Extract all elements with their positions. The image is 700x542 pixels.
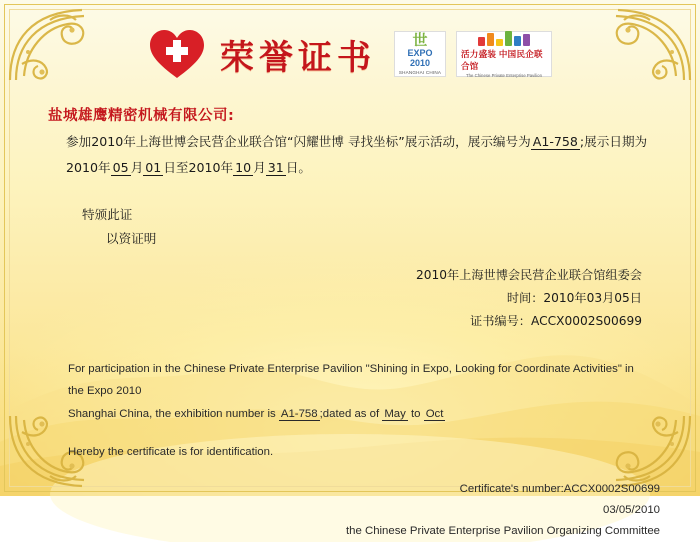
expo-logo-line2: 2010 — [409, 58, 431, 69]
day-label-1: 日至2010年 — [163, 159, 234, 175]
pavilion-logo-line2: The Chinese Private Enterprise Pavilion — [466, 72, 542, 78]
exhibit-number-cn: A1-758 — [532, 134, 578, 149]
to-label: to — [411, 407, 421, 420]
chinese-closing — [48, 203, 666, 251]
chinese-paragraph — [48, 129, 666, 181]
english-paragraph-line1: For participation in the Chinese Private Enterprise Pavilion "Shining in Expo, Looking for Coordinate Activities" in the Expo 2010 — [68, 363, 634, 398]
page-title: 荣誉证书 — [220, 37, 376, 78]
issue-date-cn: 时间：2010年03月05日 — [506, 291, 642, 306]
chinese-closing-line1: 特颁此证 — [82, 206, 133, 222]
certificate-number-cn: 证书编号：ACCX0002S00699 — [470, 313, 642, 328]
chinese-paragraph-part1: 参加2010年上海世博会民营企业联合馆“闪耀世博 寻找坐标”展示活动，展示编号为 — [66, 134, 531, 149]
from-month-value: May — [384, 407, 406, 420]
pavilion-logo-line1: 活力盛装 中国民企联合馆 — [461, 48, 543, 71]
recipient-organization-name: 盐城雄鹰精密机械有限公司: — [48, 108, 235, 124]
expo-2010-logo — [394, 31, 446, 77]
english-paragraph-prefix: Shanghai China, the exhibition number is — [68, 407, 276, 420]
day-label-2: 日。 — [285, 159, 311, 175]
pavilion-logo — [456, 31, 552, 77]
english-hereby-line: Hereby the certificate is for identification. — [68, 445, 274, 458]
chinese-paragraph-part2: ;展示日期为2010年 — [66, 134, 648, 175]
end-month-value: 10 — [235, 159, 252, 175]
expo-logo-line1: EXPO — [407, 48, 433, 59]
certificate-number-en: Certificate's number:ACCX0002S00699 — [459, 483, 660, 496]
english-paragraph-mid: ;dated as of — [319, 407, 380, 420]
chinese-closing-line2: 以资证明 — [106, 230, 157, 246]
start-day-value: 01 — [145, 159, 162, 175]
month-label-1: 月 — [130, 159, 144, 175]
chinese-issuer-block — [34, 264, 666, 332]
issuer-organization: 2010年上海世博会民营企业联合馆组委会 — [415, 268, 642, 283]
red-heart-with-white-cross-icon — [148, 28, 206, 80]
pavilion-logo-bars-icon — [478, 31, 530, 46]
chinese-body — [34, 104, 666, 250]
end-day-value: 31 — [267, 159, 284, 175]
start-month-value: 05 — [112, 159, 129, 175]
expo-emblem-glyph: 世 — [412, 32, 428, 50]
english-issuer-block — [34, 479, 666, 542]
issue-date-en: 03/05/2010 — [602, 504, 660, 517]
exhibit-number-en: A1-758 — [280, 407, 318, 420]
english-body — [34, 358, 666, 463]
expo-logo-line3: SHANGHAI CHINA — [398, 69, 442, 75]
english-paragraph-line2 — [68, 403, 642, 425]
certificate-header — [34, 0, 666, 86]
issuing-committee-en: the Chinese Private Enterprise Pavilion Organizing Committee — [345, 525, 660, 538]
month-label-2: 月 — [253, 159, 266, 175]
to-month-value: Oct — [425, 407, 444, 420]
